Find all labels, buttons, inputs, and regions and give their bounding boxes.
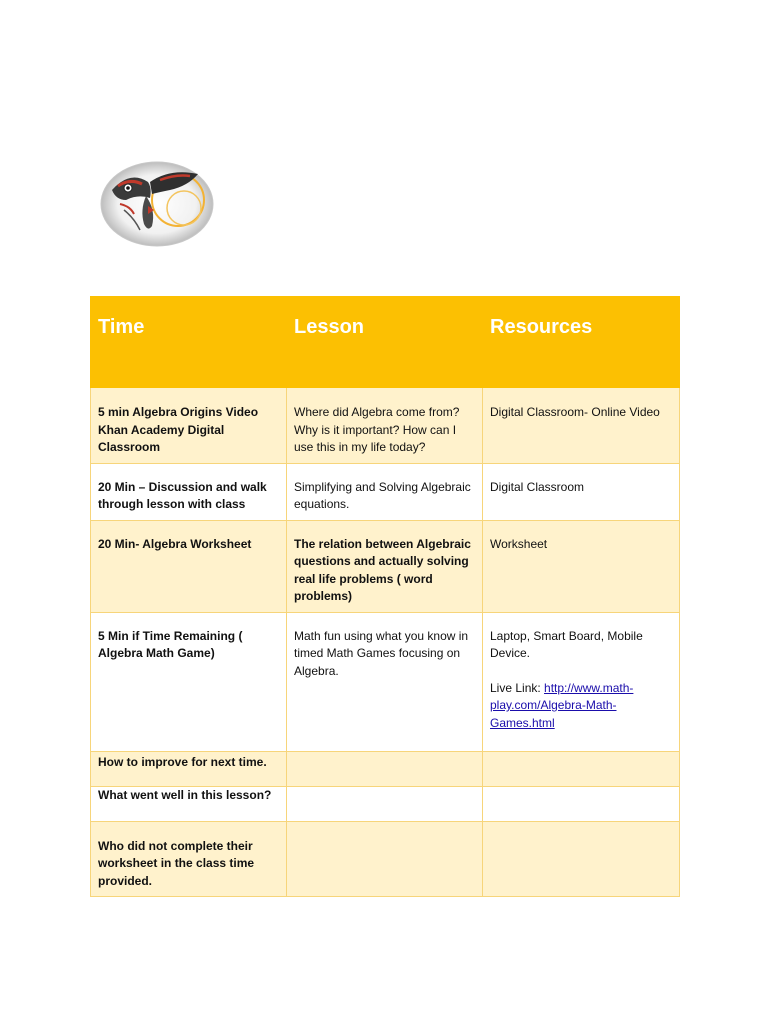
time-cell: How to improve for next time. [91, 751, 287, 786]
live-link-label: Live Link: [490, 680, 545, 695]
time-cell: 20 Min – Discussion and walk through lesson with class [91, 463, 287, 520]
table-row [91, 786, 680, 821]
table-row [91, 751, 680, 786]
table-row [91, 821, 680, 897]
resources-cell: Digital Classroom- Online Video [483, 388, 680, 464]
live-link-line [490, 680, 672, 733]
lesson-cell [287, 821, 483, 897]
lesson-cell [287, 786, 483, 821]
resources-text: Laptop, Smart Board, Mobile Device. [490, 628, 643, 660]
lesson-cell: Math fun using what you know in timed Math Games focusing on Algebra. [287, 612, 483, 751]
header-resources: Resources [483, 297, 680, 388]
lesson-cell: Where did Algebra come from? Why is it important? How can I use this in my life today? [287, 388, 483, 464]
lesson-cell: Simplifying and Solving Algebraic equations. [287, 463, 483, 520]
time-cell: 20 Min- Algebra Worksheet [91, 520, 287, 612]
header-time: Time [91, 297, 287, 388]
lesson-cell [287, 751, 483, 786]
resources-cell [483, 786, 680, 821]
table-row [91, 520, 680, 612]
time-cell: 5 Min if Time Remaining ( Algebra Math Game) [91, 612, 287, 751]
lesson-plan-table [90, 296, 680, 897]
resources-cell: Digital Classroom [483, 463, 680, 520]
resources-cell: Worksheet [483, 520, 680, 612]
table-header-row [91, 297, 680, 388]
header-lesson: Lesson [287, 297, 483, 388]
resources-cell [483, 612, 680, 751]
table-row [91, 463, 680, 520]
math-play-link[interactable]: http://www.math-play.com/Algebra-Math-Games.html [490, 680, 634, 730]
eagle-logo-icon [100, 160, 215, 248]
time-cell: 5 min Algebra Origins Video Khan Academy Digital Classroom [91, 388, 287, 464]
resources-cell [483, 751, 680, 786]
table-row [91, 612, 680, 751]
lesson-cell: The relation between Algebraic questions and actually solving real life problems ( word problems) [287, 520, 483, 612]
table-row [91, 388, 680, 464]
time-cell: What went well in this lesson? [91, 786, 287, 821]
time-cell: Who did not complete their worksheet in the class time provided. [91, 821, 287, 897]
resources-cell [483, 821, 680, 897]
